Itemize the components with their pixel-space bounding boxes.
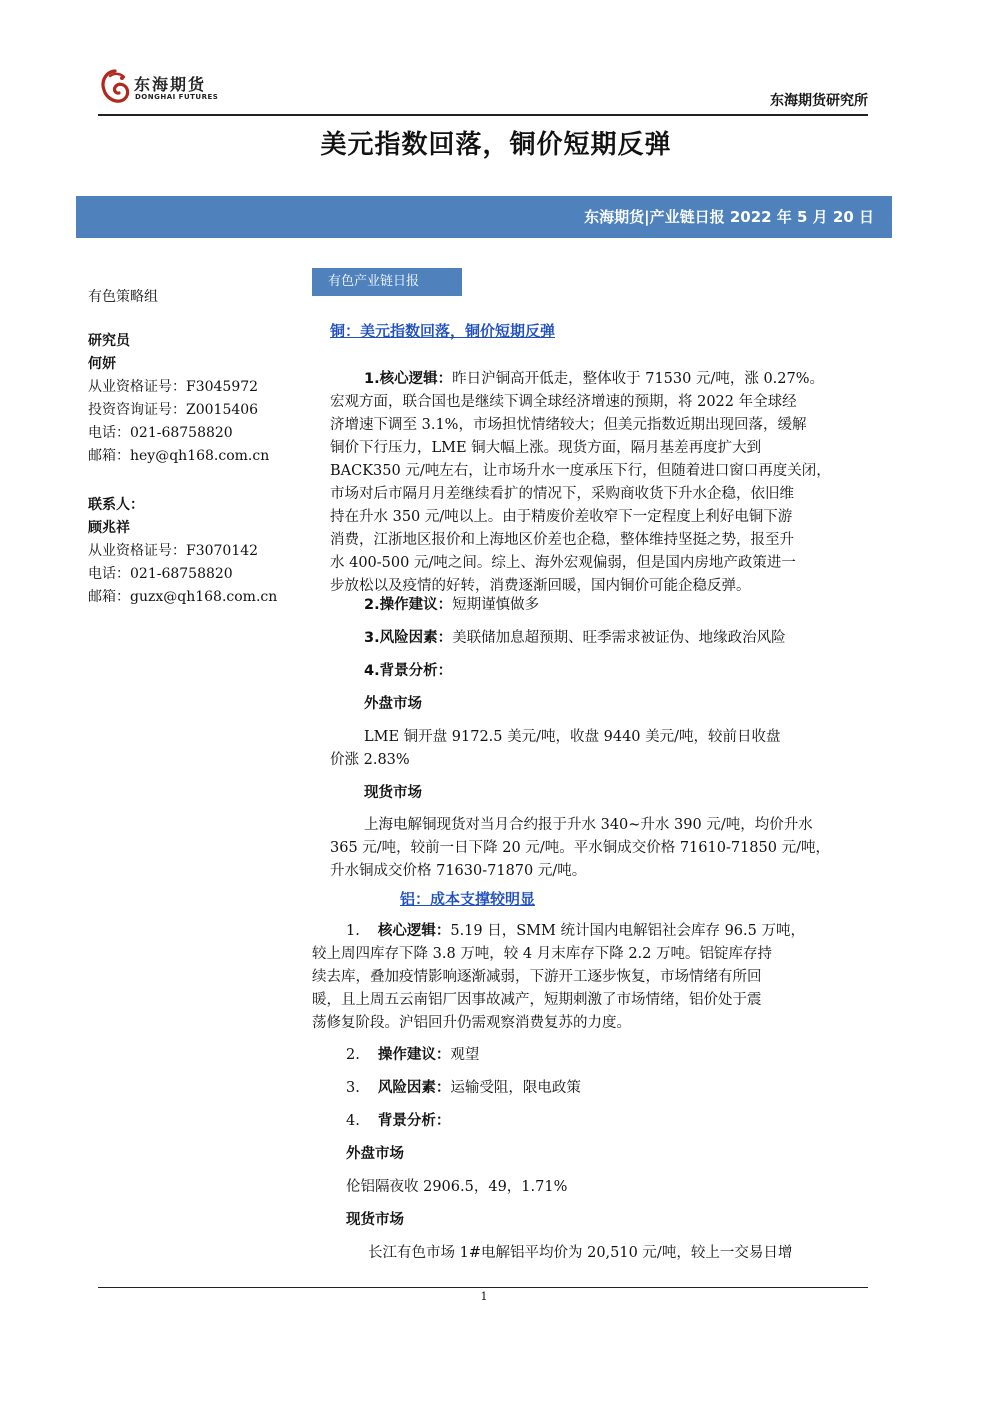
aluminum-spot-label: 现货市场 <box>346 1212 404 1228</box>
aluminum-spot-text: 长江有色市场 1#电解铝平均价为 20,510 元/吨，较上一交易日增 <box>368 1245 793 1261</box>
banner-text: 东海期货|产业链日报 2022 年 5 月 20 日 <box>584 208 874 226</box>
report-banner <box>76 196 892 238</box>
aluminum-overseas-label: 外盘市场 <box>346 1146 404 1162</box>
donghai-logo <box>98 68 238 108</box>
dragon-logo-icon <box>98 68 132 106</box>
contact-license: 从业资格证号：F3070142 <box>88 543 259 559</box>
header-divider <box>98 114 868 116</box>
aluminum-core-logic <box>312 920 868 1035</box>
copper-core-logic <box>330 368 870 598</box>
copper-logic-line: BACK350 元/吨左右，让市场升水一度承压下行，但随着进口窗口再度关闭， <box>330 463 831 479</box>
group-name: 有色策略组 <box>88 289 158 305</box>
copper-overseas-text: LME 铜开盘 9172.5 美元/吨，收盘 9440 美元/吨，较前日收盘 价涨 2.83% <box>330 729 781 768</box>
aluminum-logic-line: 暖，且上周五云南铝厂因事故减产，短期刺激了市场情绪，铝价处于震 <box>312 992 762 1008</box>
copper-logic-line: 市场对后市隔月月差继续看扩的情况下，采购商收货下升水企稳，依旧维 <box>330 486 794 502</box>
copper-logic-line: 持在升水 350 元/吨以上。由于精废价差收窄下一定程度上利好电铜下游 <box>330 509 793 525</box>
researcher-name: 何妍 <box>88 356 116 372</box>
contact-name: 顾兆祥 <box>88 520 130 536</box>
contact-label: 联系人： <box>88 497 144 513</box>
logo-text-en: DONGHAI FUTURES <box>135 93 219 101</box>
aluminum-background: 4. 背景分析： <box>346 1113 451 1129</box>
category-tag: 有色产业链日报 <box>312 268 462 296</box>
copper-logic-line: 济增速下调至 3.1%，市场担忧情绪较大；但美元指数近期出现回落，缓解 <box>330 417 807 433</box>
aluminum-logic-line: 较上周四库存下降 3.8 万吨，较 4 月末库存下降 2.2 万吨。铝锭库存持 <box>312 946 772 962</box>
copper-background-label: 4.背景分析： <box>364 663 453 679</box>
copper-risk: 3.风险因素：美联储加息超预期、旺季需求被证伪、地缘政治风险 <box>364 630 786 646</box>
copper-logic-line: 宏观方面，联合国也是继续下调全球经济增速的预期，将 2022 年全球经 <box>330 394 797 410</box>
researcher-phone: 电话：021-68758820 <box>88 425 233 441</box>
copper-logic-line: 铜价下行压力，LME 铜大幅上涨。现货方面，隔月基差再度扩大到 <box>330 440 762 456</box>
researcher-block <box>88 330 269 468</box>
copper-section-title[interactable]: 铜：美元指数回落，铜价短期反弹 <box>330 322 556 340</box>
aluminum-logic-line: 荡修复阶段。沪铝回升仍需观察消费复苏的力度。 <box>312 1015 631 1031</box>
footer-divider <box>98 1287 868 1288</box>
copper-logic-line: 步放松以及疫情的好转，消费逐渐回暖，国内铜价可能企稳反弹。 <box>330 578 751 594</box>
contact-phone: 电话：021-68758820 <box>88 566 233 582</box>
aluminum-section-title[interactable]: 铝：成本支撑较明显 <box>400 890 536 908</box>
aluminum-risk: 3. 风险因素：运输受阻，限电政策 <box>346 1080 581 1096</box>
page-title: 美元指数回落，铜价短期反弹 <box>320 130 672 160</box>
institute-name: 东海期货研究所 <box>770 93 868 109</box>
aluminum-overseas-text: 伦铝隔夜收 2906.5，49，1.71% <box>346 1179 568 1195</box>
copper-spot-text: 上海电解铜现货对当月合约报于升水 340~升水 390 元/吨，均价升水 365 元/吨，较前一日下降 20 元/吨。平水铜成交价格 71610-71850 元/吨， 升水铜成交价格 71630-71870 元/吨。 <box>330 817 830 879</box>
copper-logic-line: 消费，江浙地区报价和上海地区价差也企稳，整体维持坚挺之势，报至升 <box>330 532 794 548</box>
copper-logic-line: 1.核心逻辑：昨日沪铜高开低走，整体收于 71530 元/吨，涨 0.27%。 <box>364 371 825 387</box>
copper-logic-line: 水 400-500 元/吨之间。综上、海外宏观偏弱，但是国内房地产政策进一 <box>330 555 796 571</box>
aluminum-logic-line: 1. 核心逻辑：5.19 日，SMM 统计国内电解铝社会库存 96.5 万吨， <box>346 923 805 939</box>
researcher-label: 研究员 <box>88 333 130 349</box>
logo-text-cn: 东海期货 <box>134 75 207 94</box>
copper-overseas-label: 外盘市场 <box>364 696 422 712</box>
researcher-license: 从业资格证号：F3045972 <box>88 379 259 395</box>
aluminum-advice: 2. 操作建议：观望 <box>346 1047 480 1063</box>
copper-logic-label: 1.核心逻辑： <box>364 371 453 387</box>
copper-advice: 2.操作建议：短期谨慎做多 <box>364 597 540 613</box>
researcher-consult-license: 投资咨询证号：Z0015406 <box>88 402 259 418</box>
contact-email: 邮箱：guzx@qh168.com.cn <box>88 589 278 605</box>
researcher-email: 邮箱：hey@qh168.com.cn <box>88 448 270 464</box>
aluminum-logic-line: 续去库，叠加疫情影响逐渐减弱，下游开工逐步恢复，市场情绪有所回 <box>312 969 762 985</box>
contact-block <box>88 494 277 609</box>
copper-spot-label: 现货市场 <box>364 785 422 801</box>
page-number: 1 <box>480 1290 488 1303</box>
